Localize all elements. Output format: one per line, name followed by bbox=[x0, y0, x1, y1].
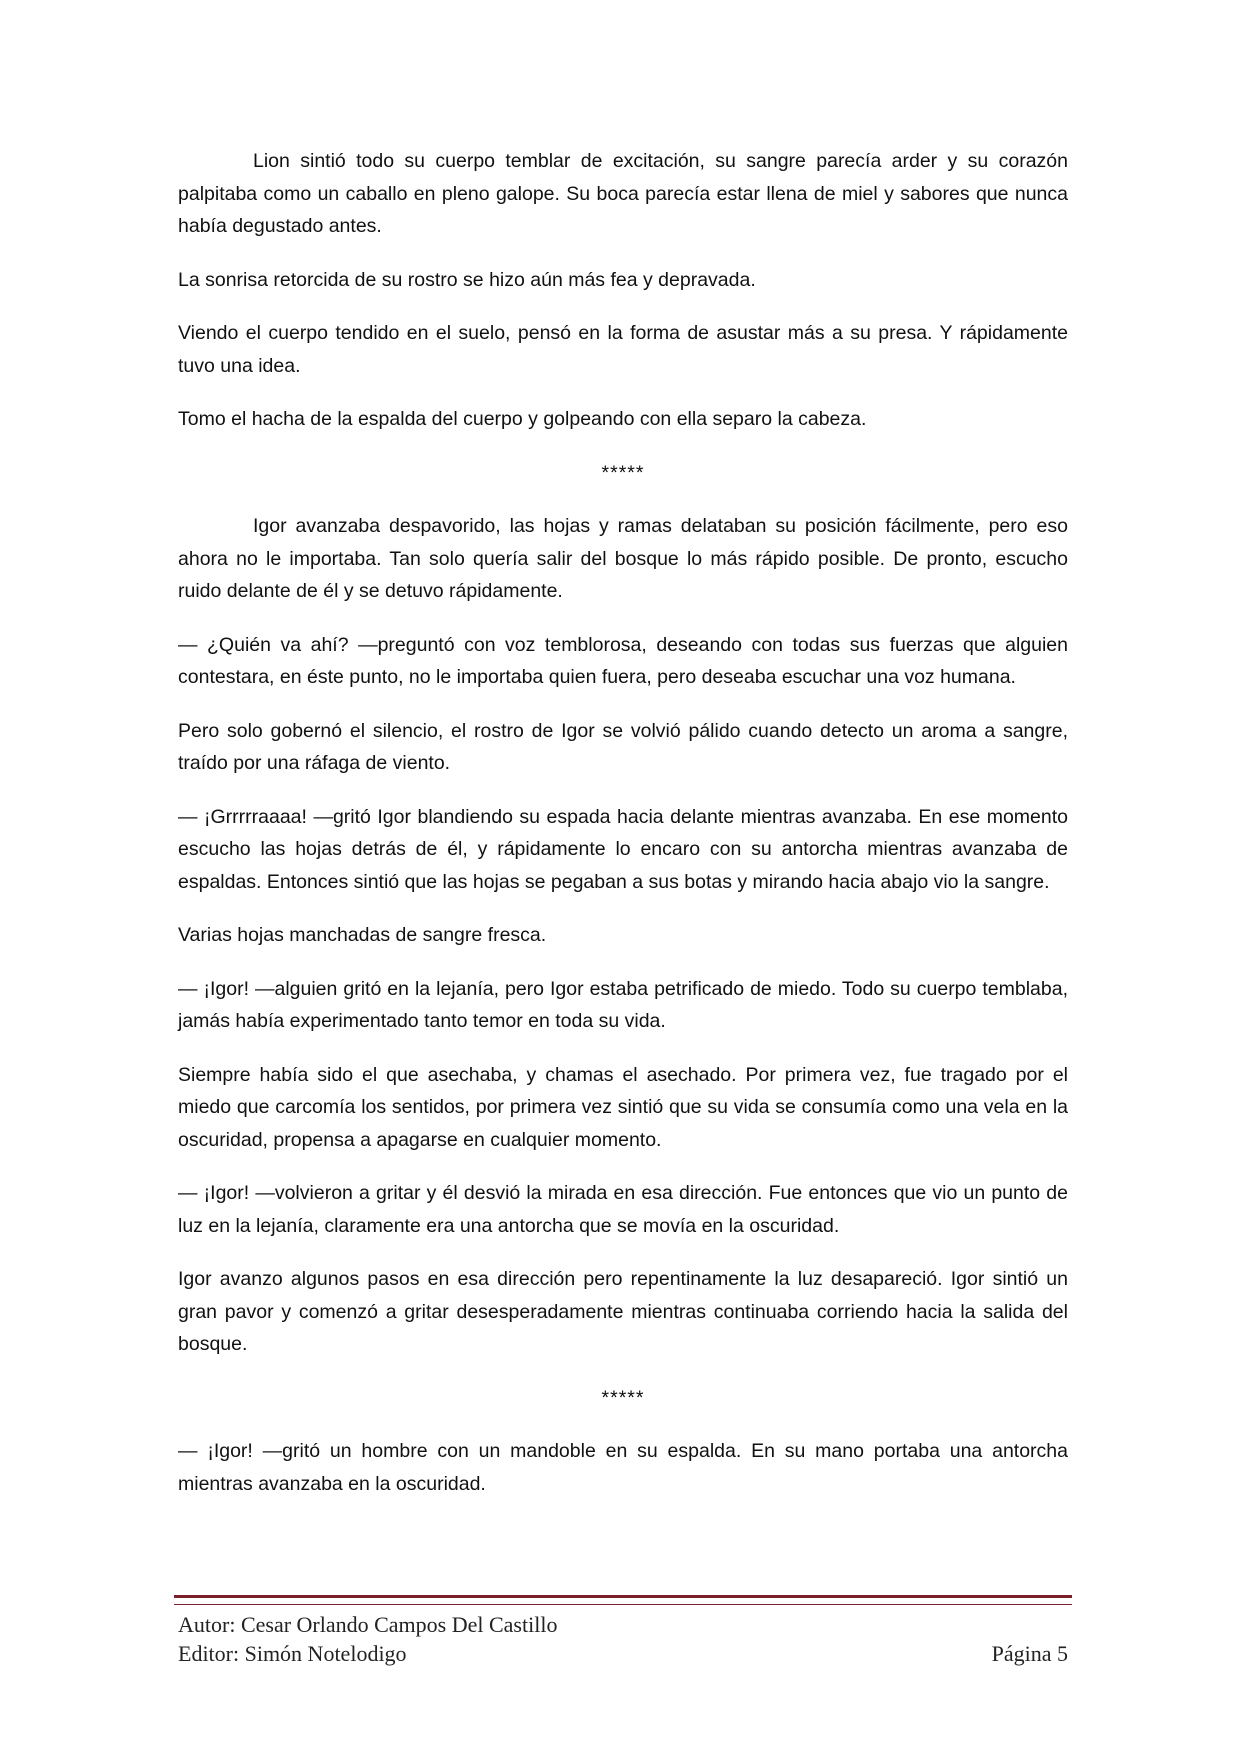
page-footer bbox=[178, 1610, 1068, 1668]
scene-separator: ***** bbox=[601, 1386, 645, 1409]
paragraph: — ¡Igor! —alguien gritó en la lejanía, pero Igor estaba petrificado de miedo. Todo su cuerpo temblaba, jamás había experimentado tanto temor en toda su vida. bbox=[178, 977, 1068, 1032]
paragraph: La sonrisa retorcida de su rostro se hizo aún más fea y depravada. bbox=[178, 268, 756, 291]
scene-separator: ***** bbox=[601, 461, 645, 484]
document-body bbox=[178, 145, 1068, 1521]
paragraph: Tomo el hacha de la espalda del cuerpo y golpeando con ella separo la cabeza. bbox=[178, 408, 867, 430]
paragraph: Varias hojas manchadas de sangre fresca. bbox=[178, 924, 547, 946]
footer-editor: Editor: Simón Notelodigo bbox=[178, 1641, 407, 1666]
paragraph: Viendo el cuerpo tendido en el suelo, pensó en la forma de asustar más a su presa. Y rápidamente tuvo una idea. bbox=[178, 322, 1068, 377]
page-number: Página 5 bbox=[991, 1641, 1068, 1666]
paragraph: Siempre había sido el que asechaba, y chamas el asechado. Por primera vez, fue tragado por el miedo que carcomía los sentidos, por primera vez sintió que su vida se consumía como una vela en la oscuridad, propensa a apagarse en cualquier momento. bbox=[178, 1063, 1068, 1151]
paragraph: — ¡Igor! —volvieron a gritar y él desvió la mirada en esa dirección. Fue entonces que vio un punto de luz en la lejanía, claramente era una antorcha que se movía en la oscuridad. bbox=[178, 1182, 1068, 1237]
paragraph: — ¡Igor! —gritó un hombre con un mandoble en su espalda. En su mano portaba una antorcha mientras avanzaba en la oscuridad. bbox=[178, 1440, 1068, 1495]
paragraph: Pero solo gobernó el silencio, el rostro de Igor se volvió pálido cuando detecto un aroma a sangre, traído por una ráfaga de viento. bbox=[178, 719, 1068, 774]
paragraph: Igor avanzaba despavorido, las hojas y ramas delataban su posición fácilmente, pero eso ahora no le importaba. Tan solo quería salir del bosque lo más rápido posible. De pronto, escucho ruido delante de él y se detuvo rápidamente. bbox=[178, 515, 1068, 602]
footer-author: Autor: Cesar Orlando Campos Del Castillo bbox=[178, 1612, 558, 1637]
footer-divider bbox=[174, 1595, 1072, 1605]
paragraph: Igor avanzo algunos pasos en esa dirección pero repentinamente la luz desapareció. Igor sintió un gran pavor y comenzó a gritar desesperadamente mientras continuaba corriendo hacia la salida del bosque. bbox=[178, 1268, 1068, 1355]
paragraph: — ¡Grrrrraaaa! —gritó Igor blandiendo su espada hacia delante mientras avanzaba. En ese momento escucho las hojas detrás de él, y rápidamente lo encaro con su antorcha mientras avanzaba de espaldas. Entonces sintió que las hojas se pegaban a sus botas y mirando hacia abajo vio la sangre. bbox=[178, 805, 1068, 893]
paragraph: Lion sintió todo su cuerpo temblar de excitación, su sangre parecía arder y su corazón palpitaba como un caballo en pleno galope. Su boca parecía estar llena de miel y sabores que nunca había degustado antes. bbox=[178, 150, 1068, 237]
paragraph: — ¿Quién va ahí? —preguntó con voz temblorosa, deseando con todas sus fuerzas que alguien contestara, en éste punto, no le importaba quien fuera, pero deseaba escuchar una voz humana. bbox=[178, 633, 1068, 688]
